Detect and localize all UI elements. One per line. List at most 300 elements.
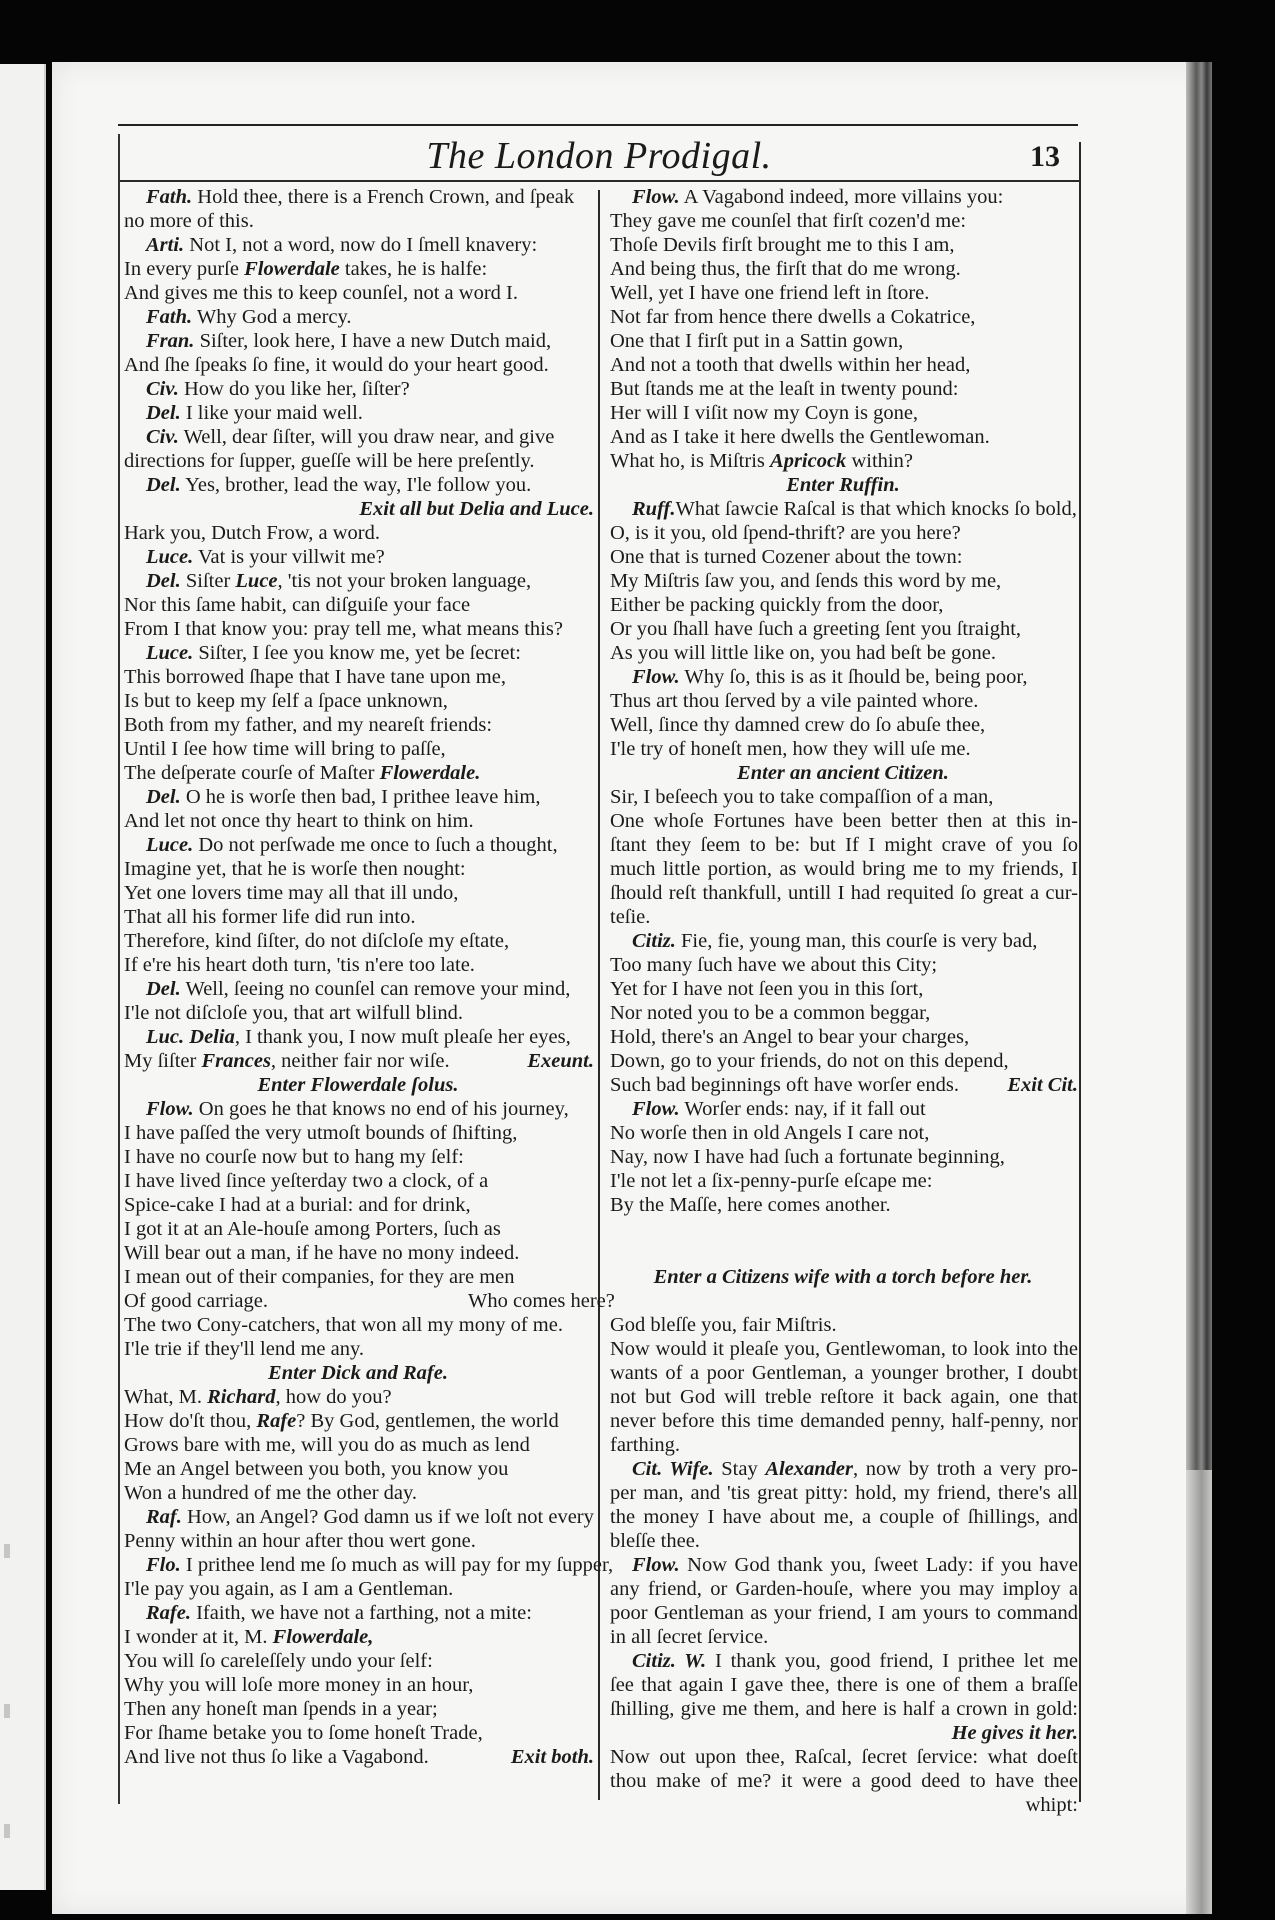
line-text: You will ſo careleſſely undo your ſelf: — [124, 1650, 433, 1672]
line-text: ſhould reſt thankfull, untill I had requited ſo great a cur- — [610, 882, 1078, 904]
line-text: Siſter — [180, 570, 236, 592]
speaker-name: Civ. — [146, 426, 179, 448]
line-text: As you will little like on, you had beſt be gone. — [610, 642, 997, 664]
text-line — [608, 833, 1078, 857]
text-line — [122, 1529, 594, 1553]
line-text: Won a hundred of me the other day. — [124, 1482, 418, 1504]
text-line — [122, 617, 594, 641]
blank-line — [608, 1289, 1078, 1313]
line-text: not but God will treble reſtore it back again, one that — [610, 1386, 1078, 1408]
text-line — [122, 761, 594, 785]
line-text: For ſhame betake you to ſome honeſt Trade, — [124, 1722, 483, 1744]
line-text: farthing. — [610, 1434, 681, 1456]
line-text: in all ſecret ſervice. — [610, 1626, 769, 1648]
line-text: Yet for I have not ſeen you in this ſort, — [610, 978, 924, 1000]
line-text: The two Cony-catchers, that won all my mony of me. — [124, 1314, 563, 1336]
line-text: How do'ſt thou, — [124, 1410, 257, 1432]
line-text: within? — [846, 450, 913, 472]
text-line — [608, 713, 1078, 737]
line-text: Nor noted you to be a common beggar, — [610, 1002, 931, 1024]
text-line — [608, 233, 1078, 257]
italic-text: Alexander — [765, 1458, 854, 1480]
left-column — [122, 185, 615, 1769]
text-line — [608, 785, 1078, 809]
line-text: I'le not diſcloſe you, that art wilfull blind. — [124, 1002, 464, 1024]
stage-direction — [608, 473, 1078, 497]
text-line — [122, 1313, 594, 1337]
text-line — [122, 449, 594, 473]
previous-page-text-fragment — [4, 1704, 10, 1718]
speech-line — [122, 545, 594, 569]
line-text: They gave me counſel that firſt cozen'd me: — [610, 210, 967, 232]
line-text: Vat is your villwit me? — [193, 546, 385, 568]
speech-line — [122, 785, 594, 809]
text-line — [608, 1385, 1078, 1409]
text-line — [608, 1745, 1078, 1769]
line-text: Enter Ruffin. — [786, 474, 900, 496]
text-line — [122, 1145, 594, 1169]
line-text: , 'tis not your broken language, — [277, 570, 532, 592]
speech-line — [122, 569, 594, 593]
line-text: teſie. — [610, 906, 651, 928]
line-text: One that I firſt put in a Sattin gown, — [610, 330, 904, 352]
page-stack-edge-lower — [1186, 1470, 1212, 1914]
line-text: ? By God, gentlemen, the world — [296, 1410, 559, 1432]
frame-right-rule — [1079, 142, 1081, 1802]
line-text: Grows bare with me, will you do as much as lend — [124, 1434, 530, 1456]
text-line — [608, 1697, 1078, 1721]
line-text: And live not thus ſo like a Vagabond. — [124, 1746, 429, 1768]
text-line — [608, 809, 1078, 833]
text-line — [122, 1457, 594, 1481]
text-line — [122, 1433, 594, 1457]
text-line — [122, 209, 594, 233]
exit-direction: Exeunt. — [527, 1050, 594, 1072]
text-line — [608, 1793, 1078, 1817]
line-text: That all his former life did run into. — [124, 906, 416, 928]
line-text: Do not perſwade me once to ſuch a thought, — [193, 834, 558, 856]
line-text: Hold thee, there is a French Crown, and ſpeak — [192, 186, 575, 208]
line-text: And as I take it here dwells the Gentlewoman. — [610, 426, 990, 448]
text-line — [122, 1121, 594, 1145]
speech-line — [122, 377, 594, 401]
line-text: How do you like her, ſiſter? — [178, 378, 410, 400]
text-line — [122, 1697, 594, 1721]
speaker-name: Del. — [146, 402, 181, 424]
speech-line — [608, 1457, 1078, 1481]
text-line — [608, 1313, 1078, 1337]
previous-page-text-fragment — [4, 1544, 10, 1558]
line-text: whipt: — [1025, 1794, 1078, 1816]
speech-line — [122, 401, 594, 425]
line-text: ſee that again I gave thee, there is one of them a braſſe — [610, 1674, 1078, 1696]
line-text: , neither fair nor wiſe. — [270, 1050, 450, 1072]
line-text: He gives it her. — [951, 1722, 1078, 1744]
line-text: , now by troth a very pro- — [853, 1458, 1078, 1480]
line-text: any friend, or Garden-houſe, where you may imploy a — [610, 1578, 1078, 1600]
line-text: My Miſtris ſaw you, and ſends this word by me, — [610, 570, 1002, 592]
text-line — [122, 713, 594, 737]
line-text: Not I, not a word, now do I ſmell knavery: — [184, 234, 538, 256]
line-text: I'le not let a ſix-penny-purſe eſcape me: — [610, 1170, 933, 1192]
page-number: 13 — [1030, 140, 1060, 173]
line-text: Enter Dick and Rafe. — [268, 1362, 448, 1384]
speaker-name: Fath. — [146, 186, 193, 208]
text-line — [608, 1481, 1078, 1505]
line-text: Worſer ends: nay, if it fall out — [679, 1098, 926, 1120]
line-text: Therefore, kind ſiſter, do not diſcloſe my eſtate, — [124, 930, 510, 952]
text-line — [122, 1577, 594, 1601]
line-text: Not far from hence there dwells a Cokatrice, — [610, 306, 976, 328]
line-text: And being thus, the firſt that do me wrong. — [610, 258, 961, 280]
speech-line — [122, 1097, 594, 1121]
text-line — [608, 425, 1078, 449]
text-line — [608, 449, 1078, 473]
line-text: Well, ſeeing no counſel can remove your mind, — [180, 978, 571, 1000]
speech-line — [122, 1505, 594, 1529]
line-text: I have lived ſince yeſterday two a clock, of a — [124, 1170, 489, 1192]
speaker-name: Luc. Delia — [146, 1026, 235, 1048]
italic-text: Apricock — [770, 450, 847, 472]
line-text: Exit all but Delia and Luce. — [359, 498, 594, 520]
line-text: Both from my father, and my neareſt friends: — [124, 714, 493, 736]
speech-line — [122, 425, 594, 449]
line-text: Me an Angel between you both, you know you — [124, 1458, 509, 1480]
text-line — [122, 737, 594, 761]
text-line — [608, 1769, 1078, 1793]
text-line — [608, 281, 1078, 305]
speaker-name: Rafe. — [146, 1602, 191, 1624]
line-text: no more of this. — [124, 210, 254, 232]
line-text: I got it at an Ale-houſe among Porters, ſuch as — [124, 1218, 501, 1240]
text-line — [608, 953, 1078, 977]
text-line — [608, 641, 1078, 665]
line-text: Now would it pleaſe you, Gentlewoman, to look into the — [610, 1338, 1078, 1360]
text-line — [608, 209, 1078, 233]
line-text: Now God thank you, ſweet Lady: if you have — [679, 1554, 1078, 1576]
line-text: O, is it you, old ſpend-thrift? are you here? — [610, 522, 961, 544]
line-text: I mean out of their companies, for they are men — [124, 1266, 515, 1288]
italic-text: Flowerdale. — [379, 762, 481, 784]
line-text: Enter a Citizens wife with a torch before her. — [653, 1266, 1033, 1288]
speech-line — [608, 1097, 1078, 1121]
running-title: The London Prodigal. — [426, 135, 772, 177]
frame-left-rule — [118, 134, 120, 1804]
text-line — [608, 737, 1078, 761]
text-line — [608, 1073, 1078, 1097]
stage-direction — [122, 1073, 594, 1097]
speech-line — [608, 1553, 1078, 1577]
text-line — [122, 1265, 594, 1289]
text-line — [608, 1049, 1078, 1073]
line-text: And let not once thy heart to think on him. — [124, 810, 474, 832]
line-text: I thank you, good friend, I prithee let me — [706, 1650, 1078, 1672]
text-line — [122, 593, 594, 617]
text-line — [122, 905, 594, 929]
speech-line — [122, 1601, 594, 1625]
speaker-name: Del. — [146, 570, 181, 592]
text-line — [608, 905, 1078, 929]
speech-line — [608, 497, 1078, 521]
line-text: Thus art thou ſerved by a vile painted whore. — [610, 690, 979, 712]
line-text: No worſe then in old Angels I care not, — [610, 1122, 930, 1144]
line-text: One whoſe Fortunes have been better then at this in- — [610, 810, 1078, 832]
line-text: I wonder at it, M. — [124, 1626, 273, 1648]
text-line — [122, 1649, 594, 1673]
line-text: Will bear out a man, if he have no mony indeed. — [124, 1242, 520, 1264]
text-line — [608, 569, 1078, 593]
text-line — [608, 353, 1078, 377]
exit-direction: Exit both. — [510, 1746, 594, 1768]
italic-text: Flowerdale, — [272, 1626, 374, 1648]
frame-top-rule — [118, 124, 1078, 126]
stage-direction — [608, 1265, 1078, 1289]
speaker-name: Luce. — [146, 642, 194, 664]
line-text: Until I ſee how time will bring to paſſe, — [124, 738, 446, 760]
stage-direction — [608, 761, 1078, 785]
line-text: And ſhe ſpeaks ſo fine, it would do your heart good. — [124, 354, 549, 376]
stage-direction — [122, 497, 594, 521]
line-text: O he is worſe then bad, I prithee leave him, — [180, 786, 541, 808]
speaker-name: Civ. — [146, 378, 179, 400]
speech-line — [122, 473, 594, 497]
line-text: Enter an ancient Citizen. — [737, 762, 949, 784]
line-text: Penny within an hour after thou wert gone. — [124, 1530, 476, 1552]
text-line — [608, 977, 1078, 1001]
text-line — [608, 377, 1078, 401]
line-text: I'le try of honeſt men, how they will uſe me. — [610, 738, 971, 760]
speech-line — [122, 185, 594, 209]
line-text: Or you ſhall have ſuch a greeting ſent you ſtraight, — [610, 618, 1022, 640]
line-text: Either be packing quickly from the door, — [610, 594, 944, 616]
line-text: Nay, now I have had ſuch a fortunate beginning, — [610, 1146, 1005, 1168]
speaker-name: Del. — [146, 978, 181, 1000]
line-text: ſhilling, give me them, and here is half a crown in gold: — [610, 1698, 1078, 1720]
line-text: In every purſe — [124, 258, 245, 280]
line-text: My ſiſter — [124, 1050, 202, 1072]
line-text: Of good carriage. — [124, 1290, 269, 1312]
line-text: Well, ſince thy damned crew do ſo abuſe thee, — [610, 714, 986, 736]
speaker-name: Flow. — [632, 1098, 680, 1120]
line-text: never before this time demanded penny, half-penny, nor — [610, 1410, 1078, 1432]
text-line — [122, 689, 594, 713]
text-line — [122, 1001, 594, 1025]
line-text: I like your maid well. — [180, 402, 363, 424]
text-line — [122, 1049, 594, 1073]
previous-page-edge — [0, 64, 46, 1890]
line-text: much little portion, as would bring me to my friends, I — [610, 858, 1078, 880]
text-line — [122, 1673, 594, 1697]
speech-line — [122, 329, 594, 353]
text-line — [122, 1745, 594, 1769]
line-text: directions for ſupper, gueſſe will be here preſently. — [124, 450, 535, 472]
line-text: Hold, there's an Angel to bear your charges, — [610, 1026, 970, 1048]
header-rule — [118, 180, 1080, 182]
text-line — [122, 1481, 594, 1505]
speaker-name: Citiz. — [632, 930, 676, 952]
speaker-name: Citiz. W. — [632, 1650, 707, 1672]
speaker-name: Flow. — [632, 186, 680, 208]
line-text: Hark you, Dutch Frow, a word. — [124, 522, 381, 544]
stage-direction — [122, 1361, 594, 1385]
text-line — [122, 257, 594, 281]
text-line — [122, 929, 594, 953]
text-line — [608, 1673, 1078, 1697]
line-text: Her will I viſit now my Coyn is gone, — [610, 402, 919, 424]
speech-line — [122, 233, 594, 257]
previous-page-text-fragment — [4, 1824, 10, 1838]
line-text: , I thank you, I now muſt pleaſe her eyes, — [234, 1026, 571, 1048]
line-text: Is but to keep my ſelf a ſpace unknown, — [124, 690, 448, 712]
text-line — [122, 1721, 594, 1745]
line-text: I'le trie if they'll lend me any. — [124, 1338, 365, 1360]
line-text: Then any honeſt man ſpends in a year; — [124, 1698, 438, 1720]
speech-line — [122, 977, 594, 1001]
text-line — [608, 1529, 1078, 1553]
blank-line — [608, 1217, 1078, 1241]
speech-line — [608, 665, 1078, 689]
line-text: What, M. — [124, 1386, 208, 1408]
line-text: , how do you? — [275, 1386, 392, 1408]
line-text: And gives me this to keep counſel, not a word I. — [124, 282, 518, 304]
speaker-name: Ruff. — [632, 498, 676, 520]
line-text: Too many ſuch have we about this City; — [610, 954, 938, 976]
line-text: I have paſſed the very utmoſt bounds of ſhifting, — [124, 1122, 518, 1144]
line-text: What ſawcie Raſcal is that which knocks ſo bold, — [675, 498, 1077, 520]
line-text: I'le pay you again, as I am a Gentleman. — [124, 1578, 454, 1600]
text-line — [122, 1241, 594, 1265]
text-line — [608, 257, 1078, 281]
text-line — [608, 1361, 1078, 1385]
line-text: Why ſo, this is as it ſhould be, being poor, — [679, 666, 1028, 688]
line-text: But ſtands me at the leaſt in twenty pound: — [610, 378, 959, 400]
speaker-name: Cit. Wife. — [632, 1458, 714, 1480]
line-text: Yes, brother, lead the way, I'le follow you. — [180, 474, 532, 496]
text-line — [608, 401, 1078, 425]
blank-line — [608, 1241, 1078, 1265]
speaker-name: Del. — [146, 474, 181, 496]
line-text: Stay — [713, 1458, 766, 1480]
text-line — [122, 809, 594, 833]
text-line — [122, 665, 594, 689]
italic-text: Frances — [201, 1050, 271, 1072]
text-line — [122, 353, 594, 377]
line-text: takes, he is halfe: — [339, 258, 488, 280]
line-text: The deſperate courſe of Maſter — [124, 762, 380, 784]
speaker-name: Del. — [146, 786, 181, 808]
text-line — [608, 1601, 1078, 1625]
text-line — [608, 521, 1078, 545]
text-line — [122, 281, 594, 305]
line-text: Siſter, look here, I have a new Dutch maid, — [194, 330, 552, 352]
line-text: I prithee lend me ſo much as will pay for my ſupper, — [180, 1554, 614, 1576]
right-column — [608, 185, 1078, 1817]
speaker-name: Luce. — [146, 834, 194, 856]
text-line — [608, 305, 1078, 329]
line-text: How, an Angel? God damn us if we loſt not every — [181, 1506, 594, 1528]
line-text: thou make of me? it were a good deed to have thee — [610, 1770, 1078, 1792]
line-text: Imagine yet, that he is worſe then nought: — [124, 858, 466, 880]
text-line — [122, 1193, 594, 1217]
line-text: Well, dear ſiſter, will you draw near, and give — [178, 426, 555, 448]
line-text: Well, yet I have one friend left in ſtore. — [610, 282, 930, 304]
italic-text: Richard — [207, 1386, 276, 1408]
speech-line — [608, 185, 1078, 209]
line-text: ſtant they ſeem to be: but If I might crave of you ſo — [610, 834, 1078, 856]
line-text: Why you will loſe more money in an hour, — [124, 1674, 474, 1696]
speech-line — [122, 641, 594, 665]
line-text: the money I have about me, a couple of ſhillings, and — [610, 1506, 1078, 1528]
line-text: bleſſe thee. — [610, 1530, 700, 1552]
line-text: This borrowed ſhape that I have tane upon me, — [124, 666, 506, 688]
line-text: Yet one lovers time may all that ill undo, — [124, 882, 459, 904]
speaker-name: Flo. — [146, 1554, 181, 1576]
italic-text: Rafe — [256, 1410, 297, 1432]
line-text: wants of a poor Gentleman, a younger brother, I doubt — [610, 1362, 1078, 1384]
italic-text: Flowerdale — [244, 258, 340, 280]
speech-line — [608, 1649, 1078, 1673]
line-text: Why God a mercy. — [192, 306, 352, 328]
speech-line — [122, 1553, 614, 1577]
text-line — [122, 1337, 594, 1361]
line-text: By the Maſſe, here comes another. — [610, 1194, 891, 1216]
text-line — [608, 1409, 1078, 1433]
text-line — [608, 881, 1078, 905]
line-text: Who comes here? — [468, 1290, 615, 1312]
line-text: I have no courſe now but to hang my ſelf: — [124, 1146, 464, 1168]
line-text: If e're his heart doth turn, 'tis n'ere too late. — [124, 954, 475, 976]
italic-text: Luce — [235, 570, 278, 592]
text-line — [122, 521, 594, 545]
speaker-name: Flow. — [632, 666, 680, 688]
speaker-name: Luce. — [146, 546, 194, 568]
line-text: Nor this ſame habit, can diſguiſe your face — [124, 594, 471, 616]
line-text: What ho, is Miſtris — [610, 450, 771, 472]
line-text: poor Gentleman as your friend, I am yours to command — [610, 1602, 1078, 1624]
line-text: Such bad beginnings oft have worſer ends. — [610, 1074, 959, 1096]
line-text: Down, go to your friends, do not on this depend, — [610, 1050, 1009, 1072]
book-page — [52, 62, 1212, 1914]
text-line — [122, 1409, 594, 1433]
text-line — [122, 1625, 594, 1649]
text-line — [608, 1577, 1078, 1601]
line-text: Now out upon thee, Raſcal, ſecret ſervice: what doeſt — [610, 1746, 1078, 1768]
speaker-name: Arti. — [146, 234, 185, 256]
text-line — [122, 1169, 594, 1193]
speech-line — [608, 929, 1078, 953]
line-text: Fie, fie, young man, this courſe is very bad, — [675, 930, 1038, 952]
text-line — [122, 1289, 615, 1313]
text-line — [608, 593, 1078, 617]
line-text: Enter Flowerdale ſolus. — [257, 1074, 459, 1096]
text-line — [608, 1193, 1078, 1217]
text-line — [608, 329, 1078, 353]
text-line — [122, 1385, 594, 1409]
text-line — [608, 617, 1078, 641]
line-text: Thoſe Devils firſt brought me to this I am, — [610, 234, 955, 256]
line-text: A Vagabond indeed, more villains you: — [679, 186, 1004, 208]
text-line — [122, 857, 594, 881]
text-line — [608, 1625, 1078, 1649]
line-text: per man, and 'tis great pitty: hold, my friend, there's all — [610, 1482, 1078, 1504]
speech-line — [122, 1025, 594, 1049]
text-line — [122, 1217, 594, 1241]
line-text: From I that know you: pray tell me, what means this? — [124, 618, 563, 640]
text-line — [608, 1025, 1078, 1049]
speech-line — [122, 305, 594, 329]
text-line — [608, 1433, 1078, 1457]
text-line — [608, 1145, 1078, 1169]
